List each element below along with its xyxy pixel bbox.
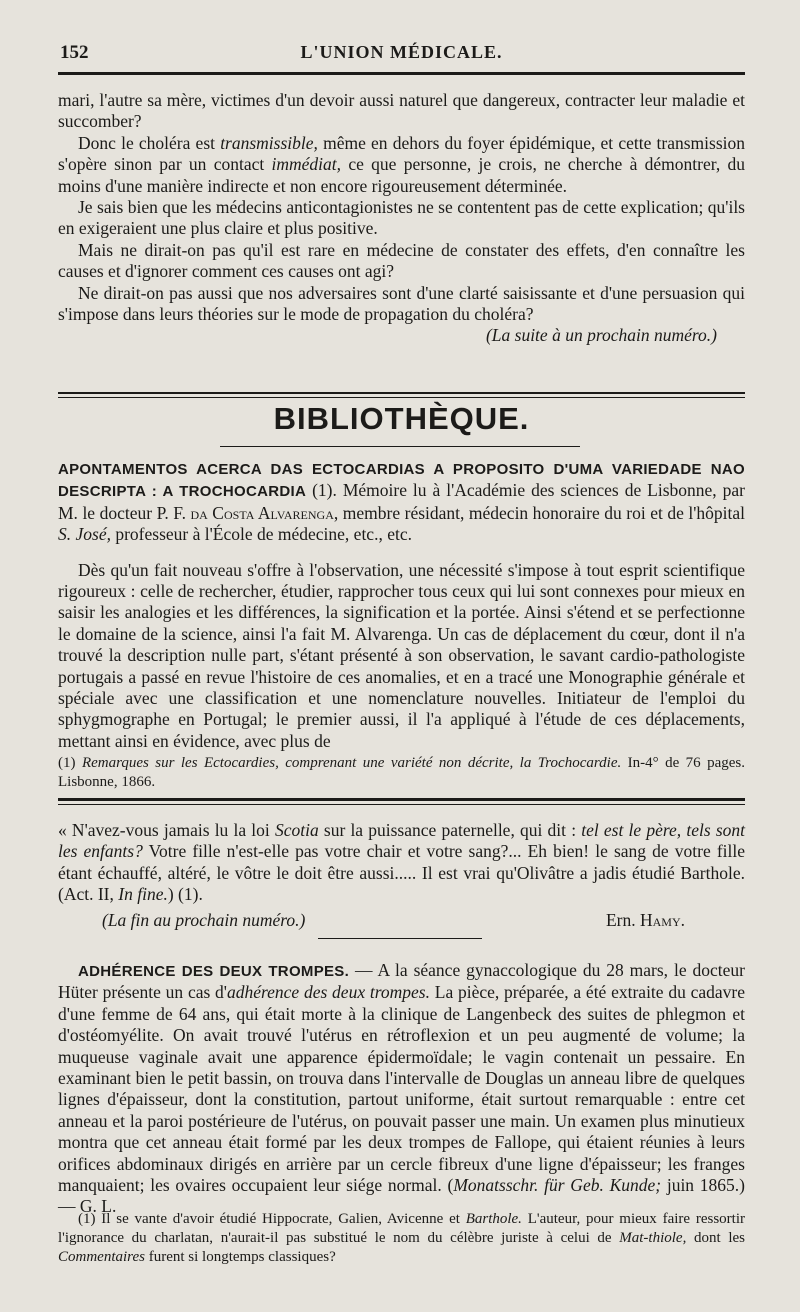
moliere-quote: [58, 820, 745, 931]
paragraph: Je sais bien que les médecins anticontagionistes ne se contentent pas de cette explication; qu'ils en exigeraient une plus claire et plus positive.: [58, 197, 745, 239]
header-rule: [58, 72, 745, 75]
article-title: APONTAMENTOS ACERCA DAS ECTOCARDIAS A PROPOSITO D'UMA VARIEDADE NAO DESCRIPTA : A TROCHOCARDIA: [58, 461, 745, 501]
section-rule-top: [58, 392, 745, 394]
section-title: BIBLIOTHÈQUE.: [273, 401, 530, 436]
continued-notice: (La fin au prochain numéro.): [102, 909, 306, 930]
page-header: [58, 36, 745, 70]
article-title: ADHÉRENCE DES DEUX TROMPES.: [78, 963, 350, 980]
section-rule: [58, 798, 745, 801]
paragraph: ADHÉRENCE DES DEUX TROMPES. — A la séance gynaccologique du 28 mars, le docteur Hüter présente un cas d'adhérence des deux trompes. La pièce, préparée, a été extraite du cadavre d'une femme de 64 ans, qui était morte à la clinique de Langenbeck des suites de phlegmon et d'ostéomyélite. On avait trouvé l'utérus en rétroflexion et un peu augmenté de volume; la muqueuse vaginale avait une apparence épidermoïdale; le vagin contenait un pessaire. En examinant bien le petit bassin, on trouva dans l'intervalle de Douglas un anneau libre de quelques lignes d'épaisseur, dont la constitution, partout uniforme, était surtout remarquable : entre cet anneau et la paroi postérieure de l'utérus, on pouvait passer une main. Un examen plus minutieux montra que cet anneau était formé par les deux trompes de Fallope, qui étaient réunies à leurs orifices abdominaux dirigés en arrière par un cercle fibreux d'une ligne d'épaisseur; les franges manquaient; les ovaires occupaient leur siége normal. (Monatsschr. für Geb. Kunde; juin 1865.) — G. L.: [58, 960, 745, 1217]
paragraph: « N'avez-vous jamais lu la loi Scotia sur la puissance paternelle, qui dit : tel est le père, tels sont les enfants? Votre fille n'est-elle pas votre chair et votre sang?... Eh bien! le sang de votre fille étant échauffé, altéré, le vôtre le doit être aussi..... Il est vrai qu'Olivâtre a jadis étudié Barthole. (Act. II, In fine.) (1).: [58, 820, 745, 905]
paragraph: Ne dirait-on pas aussi que nos adversaires sont d'une clarté saisissante et d'une persuasion qui s'impose dans leurs théories sur le mode de propagation du choléra?: [58, 282, 745, 325]
section-title-underline: [220, 446, 580, 447]
running-title: L'UNION MÉDICALE.: [300, 42, 503, 62]
paragraph: mari, l'autre sa mère, victimes d'un devoir aussi naturel que dangereux, contracter leur maladie et succomber?: [58, 90, 745, 132]
footnote-barthole: (1) Il se vante d'avoir étudié Hippocrate, Galien, Avicenne et Barthole. L'auteur, pour mieux faire ressortir l'ignorance du charlatan, n'aurait-il pas substitué le nom du célèbre juriste à celui de Mat-thiole, dont les Commentaires furent si longtemps classiques?: [58, 1211, 745, 1265]
separator-rule: [318, 938, 482, 939]
paragraph: Donc le choléra est transmissible, même en dehors du foyer épidémique, et cette transmission s'opère sinon par un contact immédiat, ce que personne, je crois, ne cherche à démontrer, du moins d'une manière indirecte et non encore rigoureusement déterminée.: [58, 132, 746, 196]
article-adherence: [58, 960, 745, 1218]
continued-notice: (La suite à un prochain numéro.): [485, 325, 717, 346]
page-number: 152: [60, 42, 89, 63]
article-heading: APONTAMENTOS ACERCA DAS ECTOCARDIAS A PROPOSITO D'UMA VARIEDADE NAO DESCRIPTA : A TROCHOCARDIA (1). Mémoire lu à l'Académie des sciences de Lisbonne, par M. le docteur P. F. da Costa Alvarenga, membre résidant, médecin honoraire du roi et de l'hôpital S. José, professeur à l'École de médecine, etc., etc.: [58, 461, 745, 545]
paragraph: Dès qu'un fait nouveau s'offre à l'observation, une nécessité s'impose à tout esprit scientifique rigoureux : celle de rechercher, étudier, rapprocher tous ceux qui lui sont connexes pour mieux en saisir les analogies et les différences, la signification et la portée. Ainsi s'étend et se perfectionne le domaine de la science, ainsi l'a fait M. Alvarenga. Un cas de déplacement du cœur, dont il n'a trouvé la description nulle part, s'étant présenté à son observation, le savant cardio-pathologiste portugais a passé en revue l'histoire de ces anomalies, et en a tracé une Monographie générale et spéciale avec une classification et une nomenclature nouvelles. Initiateur de l'emploi du sphygmographe en Portugal; le premier aussi, il l'a appliqué à l'étude de ces déplacements, mettant ainsi en évidence, avec plus de: [58, 559, 745, 751]
section-rule-top-thin: [58, 397, 745, 398]
article-apontamentos: [58, 458, 745, 752]
quote-signature-line: [58, 910, 745, 931]
section-rule-thin: [58, 804, 745, 805]
cholera-article-continuation: [58, 90, 745, 347]
paragraph: Mais ne dirait-on pas qu'il est rare en médecine de constater des effets, d'en connaître les causes et d'ignorer comment ces causes ont agi?: [58, 239, 745, 282]
author-signature: Ern. Hamy.: [605, 909, 685, 930]
footnote-ectocardies: (1) Remarques sur les Ectocardies, comprenant une variété non décrite, la Trochocardie. In-4° de 76 pages. Lisbonne, 1866.: [58, 755, 745, 790]
